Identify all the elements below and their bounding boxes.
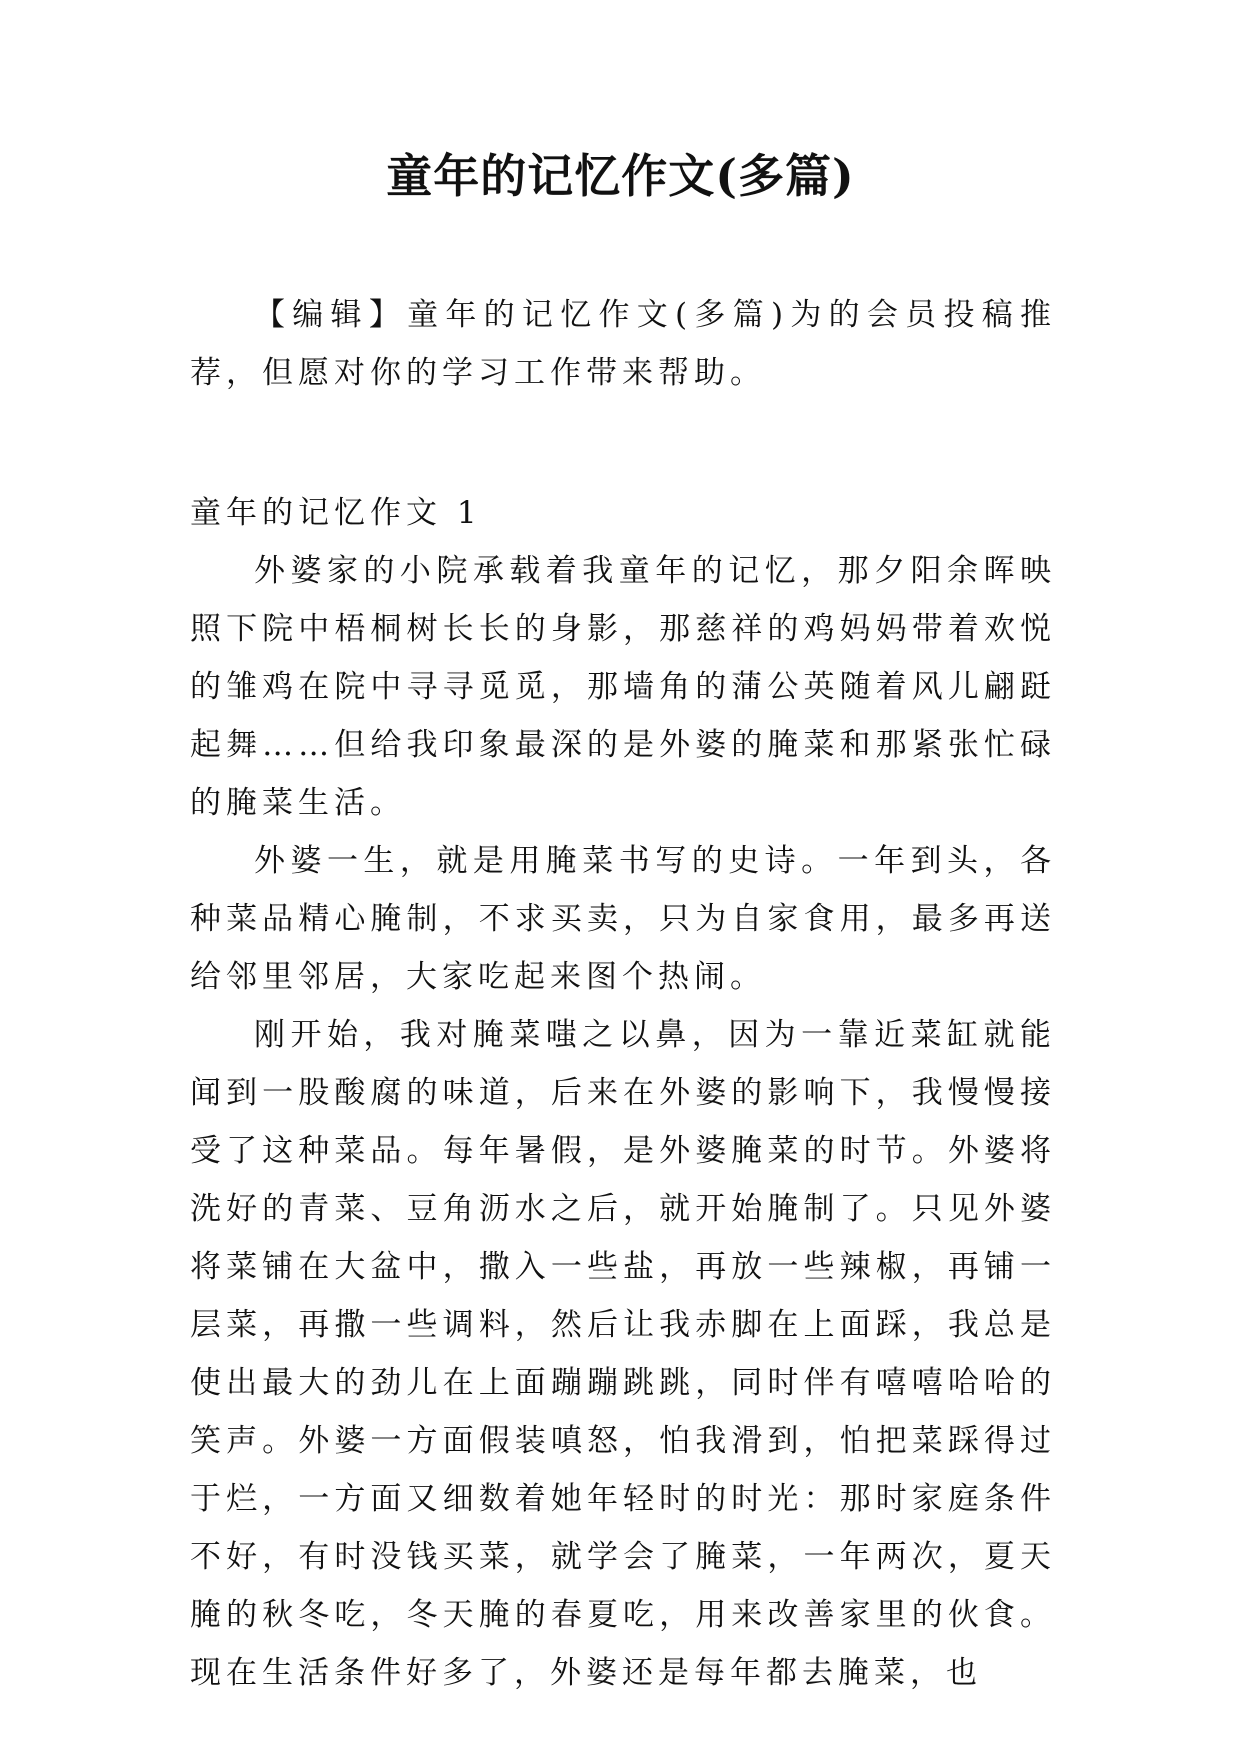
document-title: 童年的记忆作文(多篇) [386,149,855,203]
body-paragraph-2: 外婆一生，就是用腌菜书写的史诗。一年到头，各种菜品精心腌制，不求买卖，只为自家食用，最多再送给邻里邻居，大家吃起来图个热闹。 [190,843,1056,995]
intro-paragraph: 【编辑】童年的记忆作文(多篇)为的会员投稿推荐，但愿对你的学习工作带来帮助。 [190,297,1056,391]
section-heading: 童年的记忆作文 1 [190,495,482,531]
body-paragraph-1: 外婆家的小院承载着我童年的记忆，那夕阳余晖映照下院中梧桐树长长的身影，那慈祥的鸡妈妈带着欢悦的雏鸡在院中寻寻觅觅，那墙角的蒲公英随着风儿翩跹起舞……但给我印象最深的是外婆的腌菜和那紧张忙碌的腌菜生活。 [190,553,1056,821]
document-body [190,286,1056,1702]
body-paragraph-3: 刚开始，我对腌菜嗤之以鼻，因为一靠近菜缸就能闻到一股酸腐的味道，后来在外婆的影响下，我慢慢接受了这种菜品。每年暑假，是外婆腌菜的时节。外婆将洗好的青菜、豆角沥水之后，就开始腌制了。只见外婆将菜铺在大盆中，撒入一些盐，再放一些辣椒，再铺一层菜，再撒一些调料，然后让我赤脚在上面踩，我总是使出最大的劲儿在上面蹦蹦跳跳，同时伴有嘻嘻哈哈的笑声。外婆一方面假装嗔怒，怕我滑到，怕把菜踩得过于烂，一方面又细数着她年轻时的时光：那时家庭条件不好，有时没钱买菜，就学会了腌菜，一年两次，夏天腌的秋冬吃，冬天腌的春夏吃，用来改善家里的伙食。现在生活条件好多了，外婆还是每年都去腌菜，也 [190,1017,1056,1691]
